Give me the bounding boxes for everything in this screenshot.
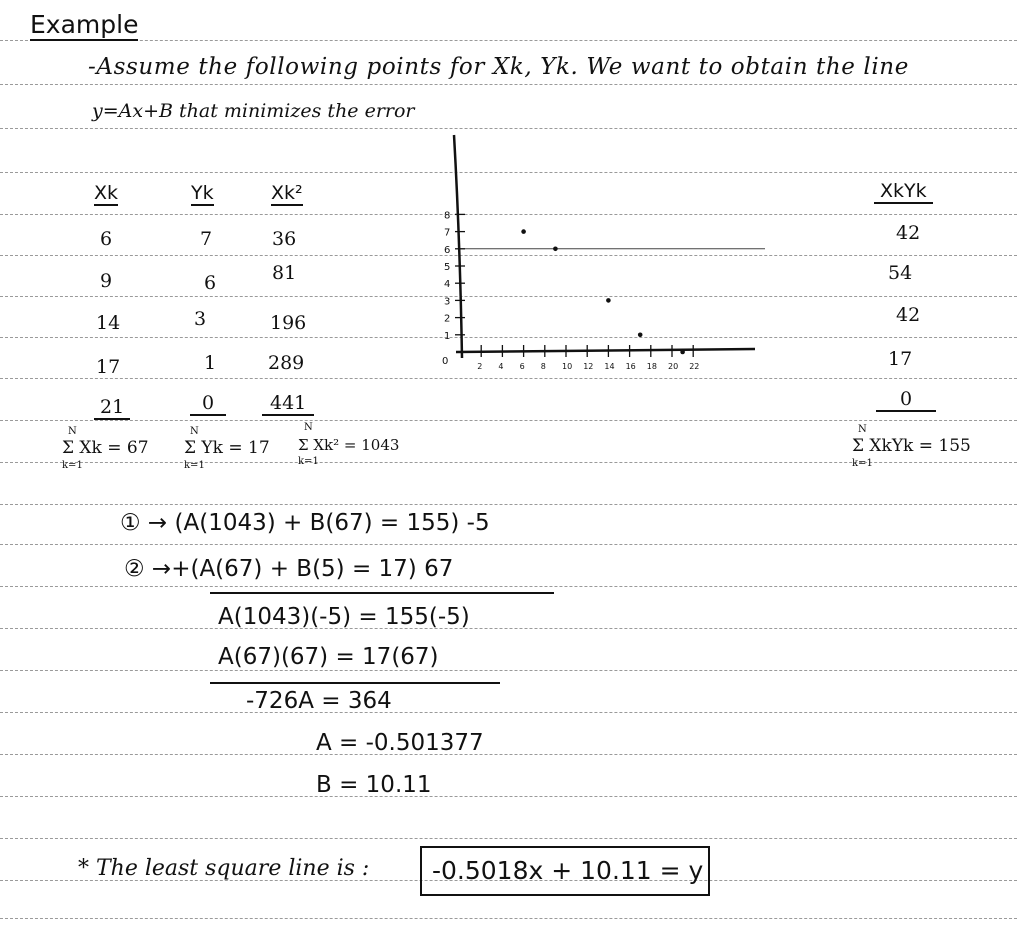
table-cell: 196 [270, 312, 307, 334]
column-header: Xk² [271, 182, 303, 204]
scatter-plot [425, 130, 765, 390]
table-cell: 7 [200, 228, 213, 250]
sum-upper: N [858, 424, 867, 435]
x-tick-label: 14 [604, 362, 615, 371]
x-tick-label: 16 [625, 362, 636, 371]
step-rule [210, 682, 500, 684]
data-point [521, 229, 526, 234]
sum-upper: N [68, 426, 77, 437]
equation-rule [210, 592, 554, 594]
data-point [638, 333, 643, 338]
sum-lower: k=1 [184, 460, 205, 471]
table-cell: 441 [262, 392, 314, 416]
sum-yk: Σ Yk = 17 [184, 438, 270, 458]
sum-upper: N [304, 422, 313, 433]
table-cell: 14 [96, 312, 121, 334]
table-cell: 81 [272, 262, 297, 284]
column-header: Xk [94, 182, 119, 204]
x-tick-label: 4 [498, 362, 504, 371]
y-tick-label: 7 [444, 227, 451, 239]
equation-2: ② →+(A(67) + B(5) = 17) 67 [124, 556, 454, 582]
data-point [606, 298, 611, 303]
y-tick-label: 5 [444, 262, 451, 273]
table-cell: 1 [204, 352, 217, 374]
x-tick-label: 2 [477, 362, 483, 371]
x-tick-label: 10 [562, 362, 573, 371]
xy-value: 54 [888, 262, 913, 284]
xy-value: 0 [876, 388, 936, 412]
intro-line-1: -Assume the following points for Xk, Yk. We want to obtain the line [88, 54, 909, 80]
x-tick-label: 6 [519, 362, 525, 371]
table-cell: 17 [96, 356, 121, 378]
y-tick-label: 1 [444, 330, 451, 342]
y-tick-label: 8 [444, 210, 451, 222]
step-1: A(1043)(-5) = 155(-5) [218, 604, 470, 630]
column-header: Yk [191, 182, 214, 204]
xy-value: 42 [896, 304, 921, 326]
least-square-result: -0.5018x + 10.11 = y [420, 846, 710, 896]
x-tick-label: 18 [646, 362, 657, 371]
page-title: Example [30, 10, 139, 39]
sum-xy: Σ XkYk = 155 [852, 436, 971, 456]
step-2: A(67)(67) = 17(67) [218, 644, 439, 670]
sum-lower: k=1 [298, 456, 319, 467]
table-cell: 6 [100, 228, 113, 250]
y-axis [454, 135, 462, 358]
y-tick-label: 2 [444, 313, 451, 325]
data-point [680, 350, 685, 355]
table-cell: 9 [100, 270, 113, 292]
result-a: A = -0.501377 [316, 730, 484, 756]
origin-label: 0 [442, 356, 449, 367]
column-header: XkYk [874, 180, 933, 204]
y-tick-label: 3 [444, 296, 451, 308]
data-point [553, 247, 558, 252]
x-tick-label: 22 [689, 362, 700, 371]
intro-line-2: y=Ax+B that minimizes the error [92, 100, 415, 122]
x-tick-label: 12 [583, 362, 594, 371]
sum-upper: N [190, 426, 199, 437]
x-tick-label: 8 [540, 362, 546, 371]
table-cell: 36 [272, 228, 297, 250]
sum-lower: k=1 [62, 460, 83, 471]
sum-lower: k=1 [852, 458, 873, 469]
table-cell: 289 [268, 352, 305, 374]
x-tick-label: 20 [668, 362, 679, 371]
table-cell: 0 [190, 392, 226, 416]
sum-xk2: Σ Xk² = 1043 [298, 436, 400, 454]
y-tick-label: 6 [444, 244, 451, 256]
xy-value: 17 [888, 348, 913, 370]
xy-value: 42 [896, 222, 921, 244]
equation-1: ① → (A(1043) + B(67) = 155) -5 [120, 510, 490, 536]
sum-xk: Σ Xk = 67 [62, 438, 149, 458]
result-b: B = 10.11 [316, 772, 432, 798]
table-cell: 6 [204, 272, 217, 294]
x-axis [456, 349, 755, 352]
conclusion-label: * The least square line is : [78, 856, 370, 881]
step-3: -726A = 364 [246, 688, 392, 714]
table-cell: 21 [94, 396, 130, 420]
y-tick-label: 4 [444, 279, 451, 291]
table-cell: 3 [194, 308, 207, 330]
